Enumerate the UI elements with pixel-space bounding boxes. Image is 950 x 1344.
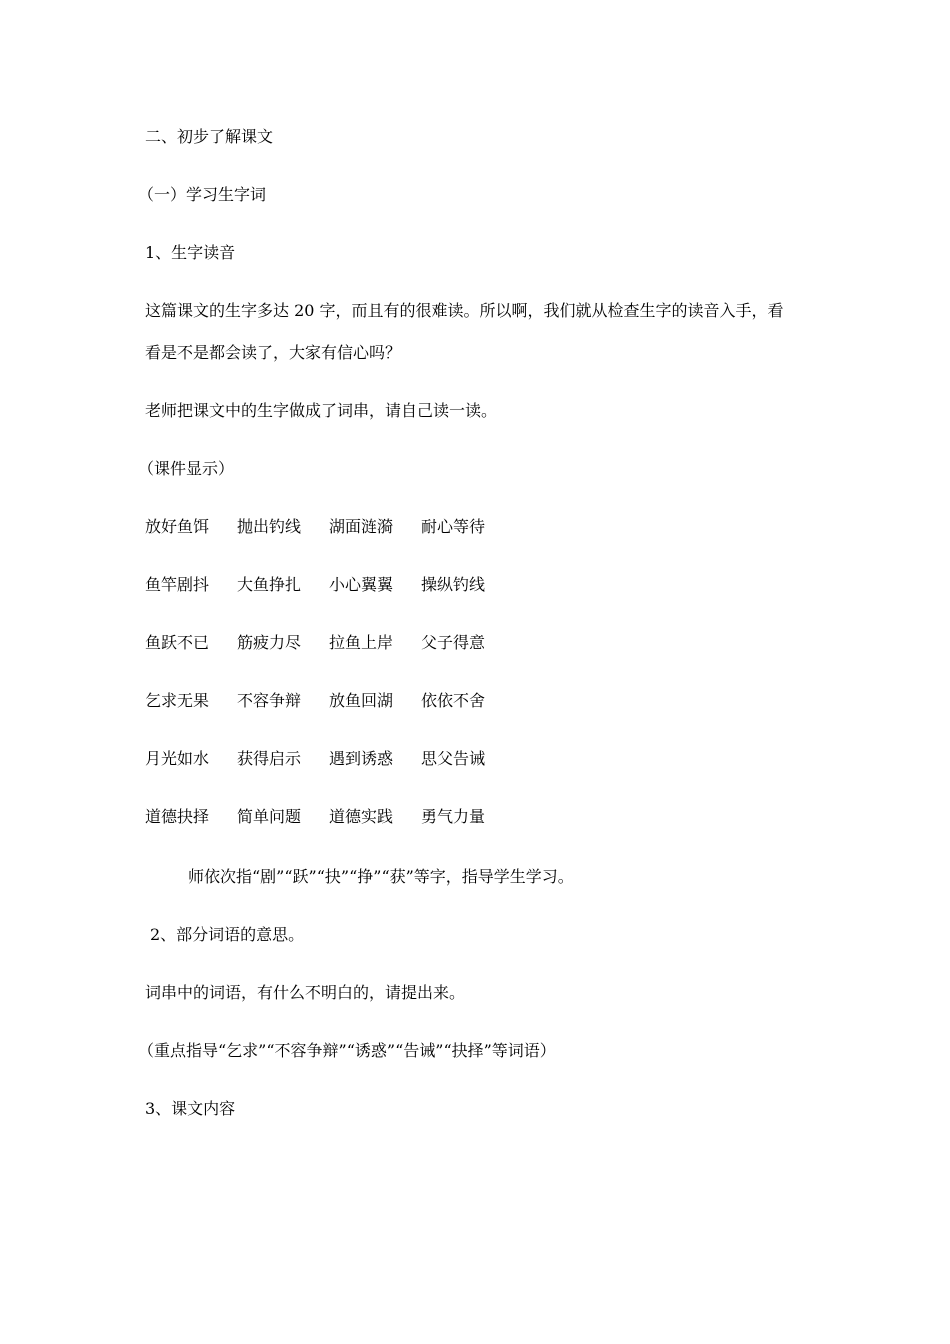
word-row <box>145 517 513 537</box>
word-cell: 鱼竿剧抖 <box>145 575 210 594</box>
word-cell: 道德抉择 <box>145 807 210 826</box>
word-cell: 获得启示 <box>237 749 302 768</box>
emphasis-note: （重点指导“乞求”“不容争辩”“诱惑”“告诫”“抉择”等词语） <box>138 1041 556 1060</box>
paragraph-1-line-2: 看是不是都会读了，大家有信心吗？ <box>145 343 402 362</box>
word-cell: 遇到诱惑 <box>329 749 394 768</box>
word-row <box>145 691 513 711</box>
word-cell: 简单问题 <box>237 807 302 826</box>
word-cell: 乞求无果 <box>145 691 210 710</box>
word-cell: 湖面涟漪 <box>329 517 394 536</box>
item-2-title: 2、部分词语的意思。 <box>150 925 305 944</box>
word-cell: 抛出钓线 <box>237 517 302 536</box>
word-cell: 勇气力量 <box>421 807 486 826</box>
word-cell: 父子得意 <box>421 633 486 652</box>
word-cell: 放好鱼饵 <box>145 517 210 536</box>
paragraph-3: 词串中的词语，有什么不明白的，请提出来。 <box>145 983 466 1002</box>
word-cell: 拉鱼上岸 <box>329 633 394 652</box>
word-cell: 大鱼挣扎 <box>237 575 302 594</box>
courseware-note: （课件显示） <box>138 459 235 478</box>
subsection-heading: （一）学习生字词 <box>138 185 267 204</box>
word-cell: 放鱼回湖 <box>329 691 394 710</box>
word-cell: 鱼跃不已 <box>145 633 210 652</box>
word-cell: 月光如水 <box>145 749 210 768</box>
word-row <box>145 633 513 653</box>
word-row <box>145 575 513 595</box>
section-heading: 二、初步了解课文 <box>145 127 274 146</box>
paragraph-1-line-1: 这篇课文的生字多达 20 字，而且有的很难读。所以啊，我们就从检查生字的读音入手，看 <box>145 301 784 320</box>
word-cell: 筋疲力尽 <box>237 633 302 652</box>
word-cell: 依依不舍 <box>421 691 486 710</box>
word-cell: 耐心等待 <box>421 517 486 536</box>
teacher-guide: 师依次指“剧”“跃”“抉”“挣”“获”等字，指导学生学习。 <box>188 867 574 886</box>
word-cell: 道德实践 <box>329 807 394 826</box>
item-3-title: 3、课文内容 <box>145 1099 236 1118</box>
word-cell: 不容争辩 <box>237 691 302 710</box>
word-cell: 思父告诫 <box>421 749 486 768</box>
word-row <box>145 749 513 769</box>
item-1-title: 1、生字读音 <box>145 243 236 262</box>
word-cell: 小心翼翼 <box>329 575 394 594</box>
paragraph-2: 老师把课文中的生字做成了词串，请自己读一读。 <box>145 401 498 420</box>
word-cell: 操纵钓线 <box>421 575 486 594</box>
word-row <box>145 807 513 827</box>
